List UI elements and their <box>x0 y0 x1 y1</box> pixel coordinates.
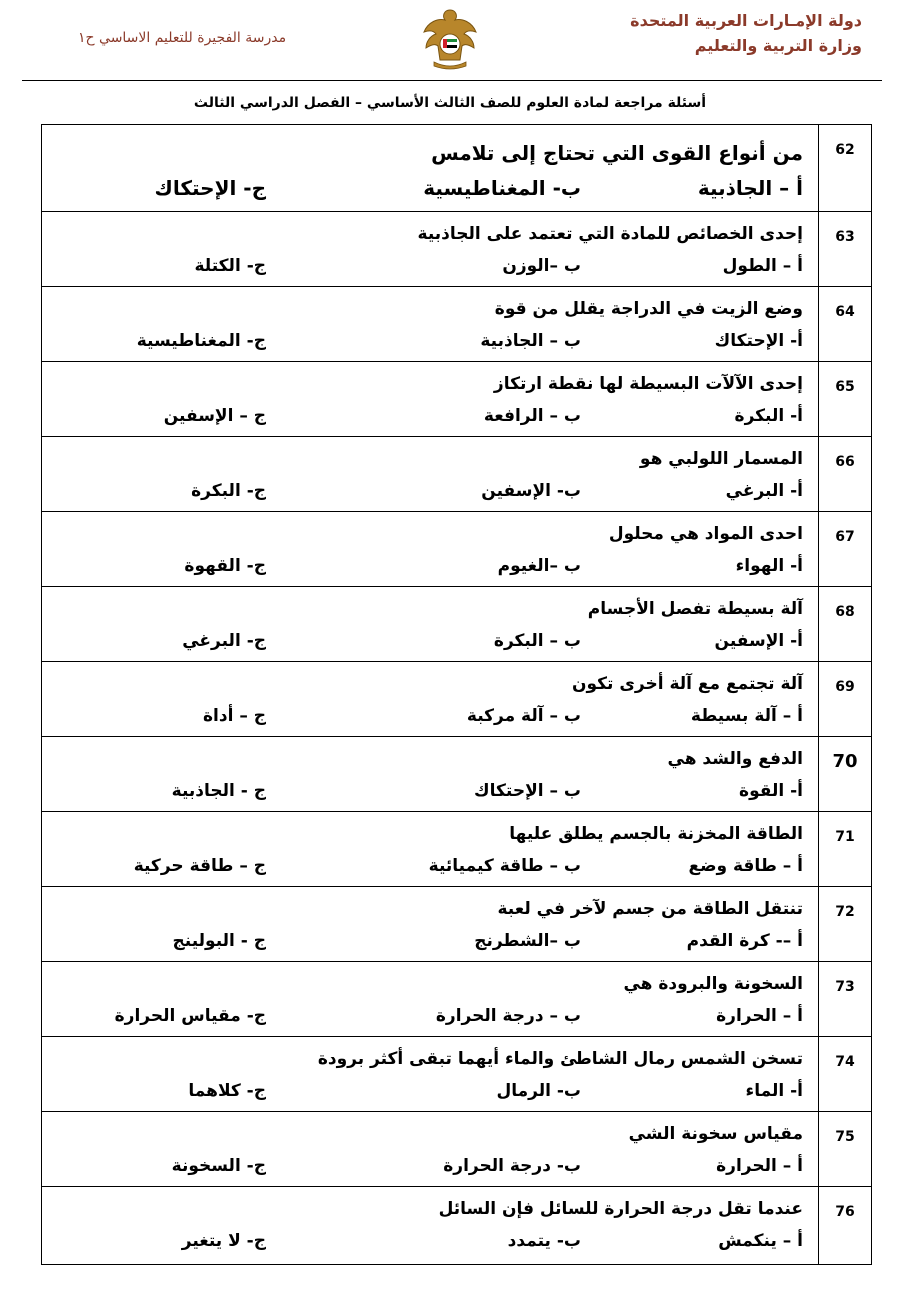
question-text: الدفع والشد هي <box>667 749 803 769</box>
question-number: 76 <box>818 1187 871 1264</box>
option-a: أ- الماء <box>745 1081 803 1101</box>
option-a: أ- الإحتكاك <box>714 331 803 351</box>
questions-table <box>41 124 872 1265</box>
question-row <box>42 737 871 812</box>
option-a: أ- الإسفين <box>714 631 803 651</box>
question-text: آلة بسيطة تفصل الأجسام <box>587 599 803 619</box>
question-text: تنتقل الطاقة من جسم لآخر في لعبة <box>497 899 803 919</box>
question-text: مقياس سخونة الشي <box>628 1124 803 1144</box>
question-number: 69 <box>818 662 871 736</box>
question-number: 66 <box>818 437 871 511</box>
question-row <box>42 287 871 362</box>
header-divider <box>22 80 882 81</box>
option-c: ج- البرغي <box>182 631 266 651</box>
question-text: الطاقة المخزنة بالجسم يطلق عليها <box>509 824 803 844</box>
question-row <box>42 887 871 962</box>
question-row <box>42 662 871 737</box>
question-number: 63 <box>818 212 871 286</box>
question-row <box>42 812 871 887</box>
question-row <box>42 1187 871 1264</box>
question-row <box>42 125 871 212</box>
question-number: 70 <box>818 737 871 811</box>
option-b: ب – الجاذبية <box>480 331 581 351</box>
option-b: ب – الإحتكاك <box>474 781 581 801</box>
option-b: ب – الرافعة <box>483 406 581 426</box>
option-a: أ – طاقة وضع <box>688 856 803 876</box>
question-text: تسخن الشمس رمال الشاطئ والماء أيهما تبقى أكثر برودة <box>317 1049 803 1069</box>
option-c: ج- الكتلة <box>194 256 266 276</box>
option-b: ب – طاقة كيميائية <box>428 856 581 876</box>
option-c: ج - البولينج <box>172 931 266 951</box>
question-number: 67 <box>818 512 871 586</box>
question-text: إحدى الآلآت البسيطة لها نقطة ارتكاز <box>493 374 803 394</box>
option-c: ج- الإحتكاك <box>154 176 266 200</box>
question-number: 73 <box>818 962 871 1036</box>
question-text: المسمار اللولبي هو <box>639 449 803 469</box>
option-b: ب –الشطرنج <box>474 931 581 951</box>
question-row <box>42 512 871 587</box>
question-number: 74 <box>818 1037 871 1111</box>
option-c: ج – الإسفين <box>163 406 266 426</box>
option-b: ب- يتمدد <box>507 1231 581 1251</box>
option-b: ب – درجة الحرارة <box>435 1006 581 1026</box>
option-b: ب- درجة الحرارة <box>443 1156 581 1176</box>
option-a: أ – الحرارة <box>716 1006 803 1026</box>
question-row <box>42 962 871 1037</box>
option-c: ج- المغناطيسية <box>136 331 266 351</box>
question-row <box>42 587 871 662</box>
question-row <box>42 437 871 512</box>
option-a: أ – الطول <box>722 256 803 276</box>
option-b: ب –الغيوم <box>497 556 581 576</box>
question-number: 68 <box>818 587 871 661</box>
option-c: ج- البكرة <box>191 481 266 501</box>
question-number: 71 <box>818 812 871 886</box>
school-name: مدرسة الفجيرة للتعليم الاساسي ح١ <box>78 30 287 46</box>
question-row <box>42 1112 871 1187</box>
question-text: احدى المواد هي محلول <box>608 524 803 544</box>
question-number: 65 <box>818 362 871 436</box>
option-c: ج – أداة <box>202 706 266 726</box>
option-c: ج- مقياس الحرارة <box>114 1006 266 1026</box>
option-a: أ- القوة <box>739 781 803 801</box>
country-name: دولة الإمـارات العربية المتحدة <box>630 11 862 30</box>
question-number: 72 <box>818 887 871 961</box>
option-b: ب – آلة مركبة <box>466 706 581 726</box>
option-a: أ- البرغي <box>725 481 803 501</box>
option-c: ج- كلاهما <box>188 1081 266 1101</box>
question-text: آلة تجتمع مع آلة أخرى تكون <box>571 674 803 694</box>
letterhead-right <box>630 8 862 58</box>
option-b: ب- الإسفين <box>481 481 581 501</box>
option-a: أ- الهواء <box>735 556 803 576</box>
option-a: أ- البكرة <box>734 406 803 426</box>
question-text: إحدى الخصائص للمادة التي تعتمد على الجاذبية <box>417 224 803 244</box>
option-a: أ – الحرارة <box>716 1156 803 1176</box>
page-title: أسئلة مراجعة لمادة العلوم للصف الثالث الأساسي – الفصل الدراسي الثالث <box>193 95 707 111</box>
uae-emblem-icon <box>416 4 484 72</box>
option-c: ج – طاقة حركية <box>133 856 266 876</box>
question-text: عندما تقل درجة الحرارة للسائل فإن السائل <box>438 1199 803 1219</box>
option-c: ج - الجاذبية <box>171 781 266 801</box>
option-a: أ – الجاذبية <box>697 176 803 200</box>
question-number: 75 <box>818 1112 871 1186</box>
question-row <box>42 212 871 287</box>
option-c: ج- القهوة <box>184 556 266 576</box>
option-a: أ – ينكمش <box>718 1231 803 1251</box>
option-c: ج- السخونة <box>171 1156 266 1176</box>
question-text: السخونة والبرودة هي <box>623 974 803 994</box>
question-row <box>42 1037 871 1112</box>
question-number: 64 <box>818 287 871 361</box>
question-text: وضع الزيت في الدراجة يقلل من قوة <box>494 299 803 319</box>
question-number: 62 <box>818 125 871 211</box>
question-row <box>42 362 871 437</box>
option-b: ب – البكرة <box>493 631 581 651</box>
option-a: أ –- كرة القدم <box>686 931 803 951</box>
option-a: أ – آلة بسيطة <box>690 706 803 726</box>
option-c: ج- لا يتغير <box>181 1231 266 1251</box>
option-b: ب –الوزن <box>502 256 581 276</box>
option-b: ب- الرمال <box>496 1081 581 1101</box>
ministry-name: وزارة التربية والتعليم <box>694 36 862 55</box>
option-b: ب- المغناطيسية <box>423 176 581 200</box>
question-text: من أنواع القوى التي تحتاج إلى تلامس <box>431 141 803 165</box>
